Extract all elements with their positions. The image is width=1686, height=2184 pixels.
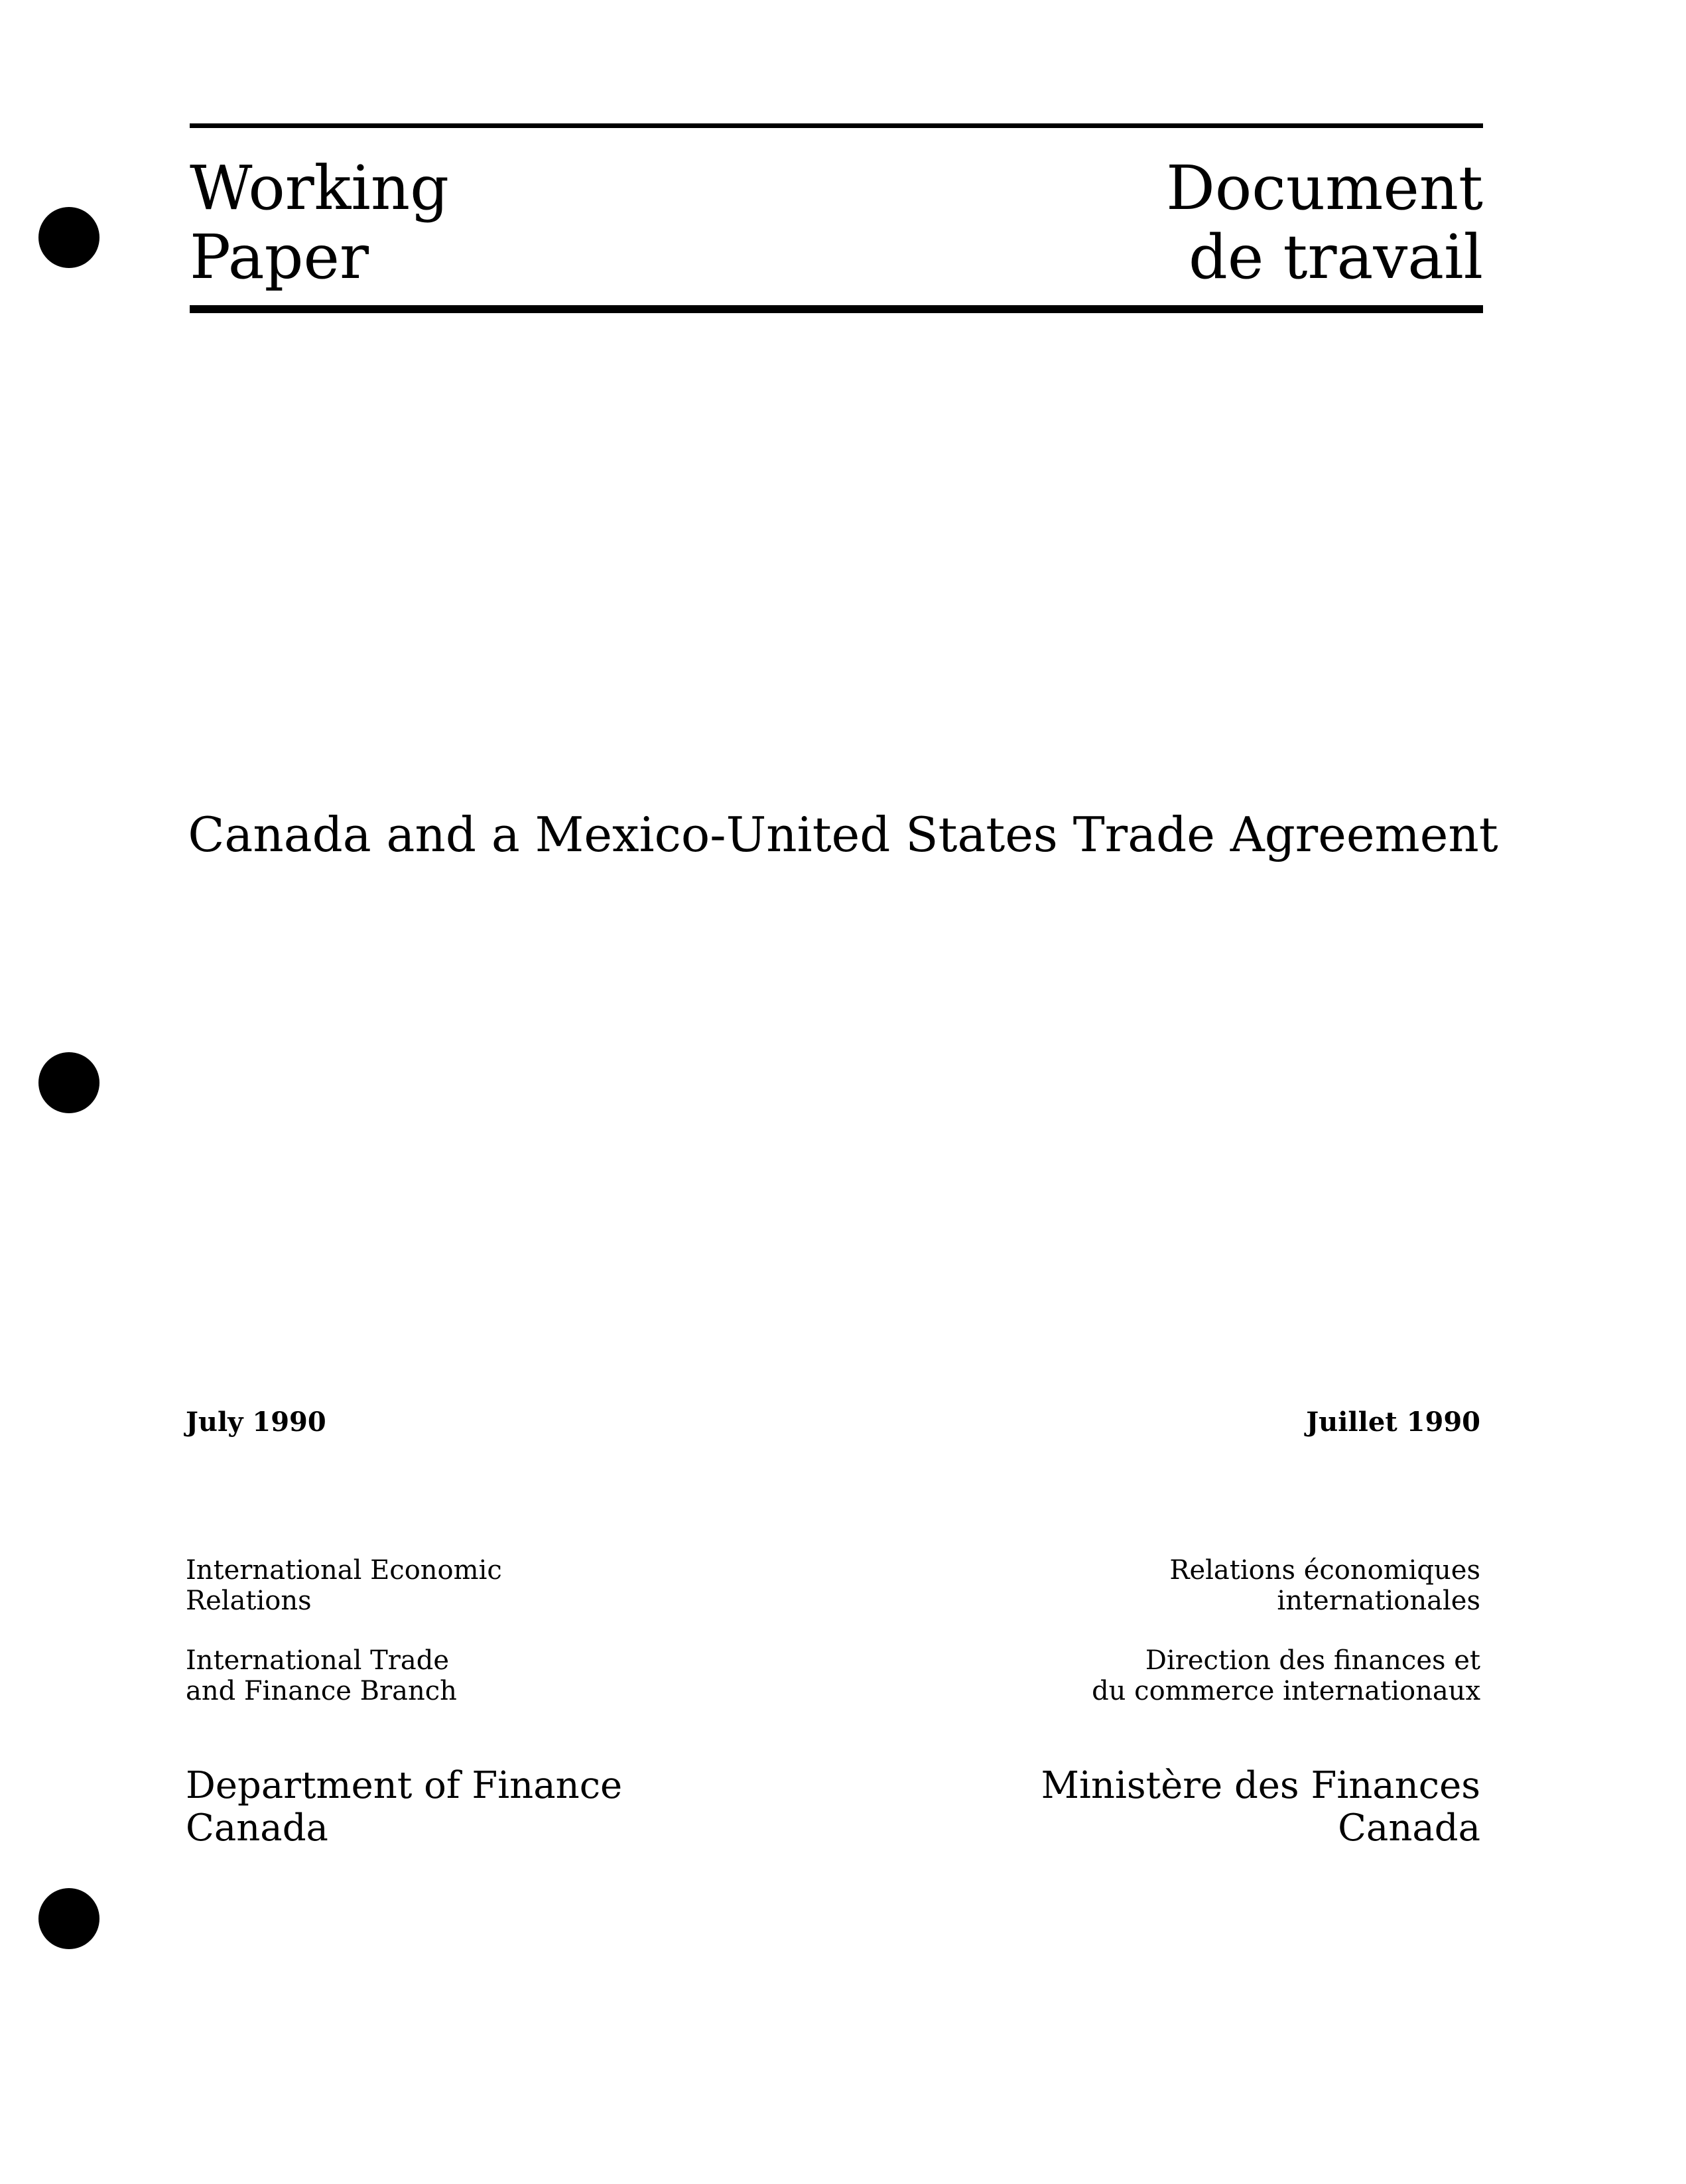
branch-french-line-2: du commerce internationaux: [1092, 1676, 1480, 1706]
document-title: Canada and a Mexico-United States Trade Agreement: [188, 807, 1498, 862]
branch-english-line-1: International Trade: [186, 1645, 450, 1676]
branch-english-line-2: and Finance Branch: [186, 1676, 457, 1706]
division-english-line-2: Relations: [186, 1586, 312, 1616]
date-english: July 1990: [186, 1406, 326, 1438]
header-top-rule: [190, 123, 1483, 128]
department-french-line-2: Canada: [1338, 1807, 1480, 1850]
branch-english: [186, 1645, 457, 1706]
punch-hole-bottom: [38, 1888, 99, 1949]
header-french-line-2: de travail: [1188, 222, 1483, 293]
header-french-line-1: Document: [1166, 153, 1483, 224]
department-english-line-1: Department of Finance: [186, 1764, 623, 1807]
division-english-line-1: International Economic: [186, 1555, 502, 1586]
department-english: [186, 1765, 622, 1850]
punch-hole-middle: [38, 1052, 99, 1113]
department-french: [1041, 1765, 1480, 1850]
header-english-line-1: Working: [190, 153, 449, 224]
division-french-line-1: Relations économiques: [1169, 1555, 1480, 1586]
division-french: [1169, 1555, 1480, 1616]
header-title-english: [190, 154, 449, 292]
branch-french: [1092, 1645, 1480, 1706]
department-english-line-2: Canada: [186, 1807, 328, 1850]
division-french-line-2: internationales: [1277, 1586, 1480, 1616]
header-title-french: [1166, 154, 1483, 292]
branch-french-line-1: Direction des finances et: [1145, 1645, 1480, 1676]
division-english: [186, 1555, 502, 1616]
punch-hole-top: [38, 207, 99, 268]
department-french-line-1: Ministère des Finances: [1041, 1764, 1480, 1807]
date-french: Juillet 1990: [1306, 1406, 1480, 1438]
header-bottom-rule: [190, 305, 1483, 313]
header-english-line-2: Paper: [190, 222, 369, 293]
